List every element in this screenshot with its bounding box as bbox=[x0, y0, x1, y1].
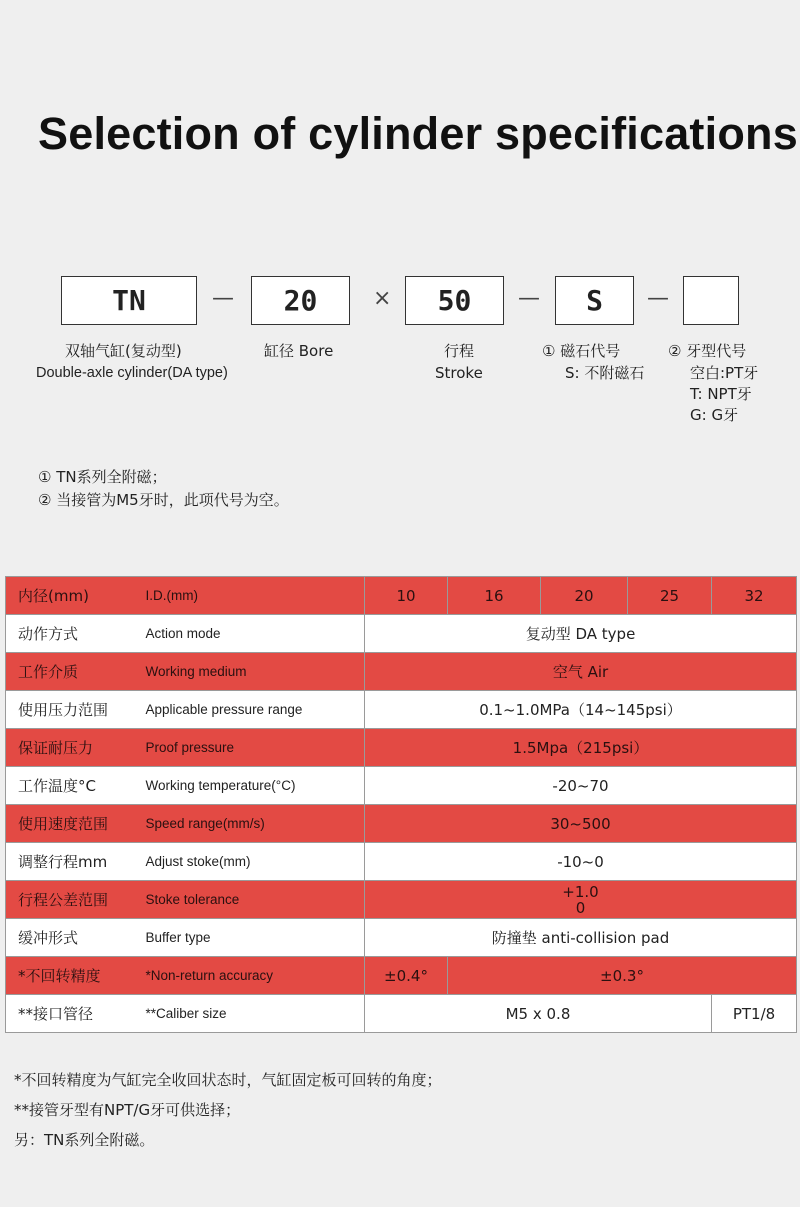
row-label-en: Proof pressure bbox=[136, 729, 365, 767]
footnote-item: *不回转精度为气缸完全收回状态时，气缸固定板可回转的角度； bbox=[14, 1071, 442, 1089]
footnotes bbox=[14, 1065, 442, 1155]
row-label-en: Working medium bbox=[136, 653, 365, 691]
row-label-en: Speed range(mm/s) bbox=[136, 805, 365, 843]
label-stroke-en: Stroke bbox=[435, 364, 483, 382]
row-label-cn: 工作温度°C bbox=[6, 767, 136, 805]
row-label-en: Adjust stoke(mm) bbox=[136, 843, 365, 881]
row-value: 复动型 DA type bbox=[365, 615, 797, 653]
row-label-cn: 保证耐压力 bbox=[6, 729, 136, 767]
table-row bbox=[6, 919, 797, 957]
table-row bbox=[6, 691, 797, 729]
separator-dash: — bbox=[212, 286, 234, 311]
row-value bbox=[365, 881, 797, 919]
table-row bbox=[6, 995, 797, 1033]
table-row bbox=[6, 881, 797, 919]
bore-value: 20 bbox=[541, 577, 628, 615]
code-box-bore: 20 bbox=[251, 276, 350, 325]
row-label-cn: 缓冲形式 bbox=[6, 919, 136, 957]
code-box-magnet: S bbox=[555, 276, 634, 325]
row-value: 30~500 bbox=[365, 805, 797, 843]
footnote-item: 另：TN系列全附磁。 bbox=[14, 1131, 155, 1149]
table-row bbox=[6, 843, 797, 881]
row-value: 1.5Mpa（215psi） bbox=[365, 729, 797, 767]
table-row bbox=[6, 653, 797, 691]
row-value: ±0.3° bbox=[448, 957, 797, 995]
note-item: ② 当接管为M5牙时，此项代号为空。 bbox=[38, 491, 289, 509]
row-label-en: Buffer type bbox=[136, 919, 365, 957]
row-value: PT1/8 bbox=[712, 995, 797, 1033]
row-label-en: I.D.(mm) bbox=[136, 577, 365, 615]
row-value: -20~70 bbox=[365, 767, 797, 805]
row-label-en: **Caliber size bbox=[136, 995, 365, 1033]
row-value: 0.1~1.0MPa（14~145psi） bbox=[365, 691, 797, 729]
row-label-cn: *不回转精度 bbox=[6, 957, 136, 995]
row-label-en: Action mode bbox=[136, 615, 365, 653]
table-row bbox=[6, 805, 797, 843]
bore-value: 25 bbox=[628, 577, 712, 615]
note-item: ① TN系列全附磁； bbox=[38, 468, 167, 486]
spec-table bbox=[5, 576, 797, 1033]
table-row bbox=[6, 729, 797, 767]
separator-dash: — bbox=[647, 286, 669, 311]
code-box-stroke: 50 bbox=[405, 276, 504, 325]
separator-times: × bbox=[373, 286, 392, 311]
table-row bbox=[6, 957, 797, 995]
label-thread-blank: 空白:PT牙 bbox=[690, 364, 759, 382]
row-value: -10~0 bbox=[365, 843, 797, 881]
label-magnet-title: ① 磁石代号 bbox=[542, 342, 621, 360]
label-thread-t: T: NPT牙 bbox=[690, 385, 752, 403]
label-series-en: Double-axle cylinder(DA type) bbox=[36, 365, 228, 381]
table-row bbox=[6, 615, 797, 653]
bore-value: 10 bbox=[365, 577, 448, 615]
row-value: 空气 Air bbox=[365, 653, 797, 691]
row-label-cn: 行程公差范围 bbox=[6, 881, 136, 919]
row-label-cn: 调整行程mm bbox=[6, 843, 136, 881]
row-label-en: Working temperature(°C) bbox=[136, 767, 365, 805]
row-label-en: Applicable pressure range bbox=[136, 691, 365, 729]
row-value: 防撞垫 anti-collision pad bbox=[365, 919, 797, 957]
row-value: ±0.4° bbox=[365, 957, 448, 995]
tolerance-upper: +1.0 bbox=[562, 882, 599, 901]
table-row bbox=[6, 767, 797, 805]
row-value: M5 x 0.8 bbox=[365, 995, 712, 1033]
row-label-cn: 工作介质 bbox=[6, 653, 136, 691]
table-header-row bbox=[6, 577, 797, 615]
separator-dash: — bbox=[518, 286, 540, 311]
label-bore: 缸径 Bore bbox=[264, 342, 334, 360]
bore-value: 32 bbox=[712, 577, 797, 615]
row-label-en: *Non-return accuracy bbox=[136, 957, 365, 995]
tolerance-lower: 0 bbox=[575, 898, 586, 917]
row-label-cn: 内径(mm) bbox=[6, 577, 136, 615]
page-title: Selection of cylinder specifications bbox=[38, 108, 798, 159]
footnote-item: **接管牙型有NPT/G牙可供选择； bbox=[14, 1101, 241, 1119]
label-stroke-cn: 行程 bbox=[444, 342, 475, 360]
code-box-series: TN bbox=[61, 276, 197, 325]
code-box-thread bbox=[683, 276, 739, 325]
row-label-cn: 动作方式 bbox=[6, 615, 136, 653]
label-series-cn: 双轴气缸(复动型) bbox=[65, 342, 182, 360]
row-label-cn: 使用压力范围 bbox=[6, 691, 136, 729]
row-label-en: Stoke tolerance bbox=[136, 881, 365, 919]
label-thread-g: G: G牙 bbox=[690, 406, 739, 424]
notes bbox=[38, 466, 289, 512]
bore-value: 16 bbox=[448, 577, 541, 615]
label-thread-title: ② 牙型代号 bbox=[668, 342, 747, 360]
row-label-cn: 使用速度范围 bbox=[6, 805, 136, 843]
label-magnet-s: S: 不附磁石 bbox=[565, 364, 645, 382]
row-label-cn: **接口管径 bbox=[6, 995, 136, 1033]
